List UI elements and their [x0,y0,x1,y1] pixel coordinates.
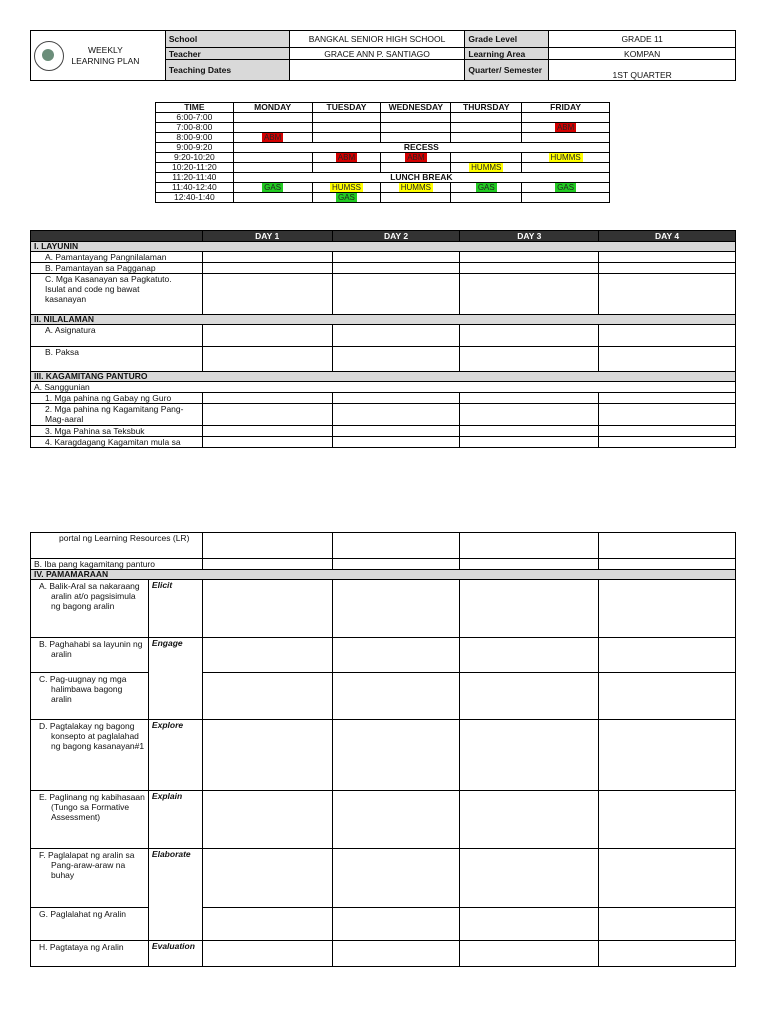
row-gabay-ng-guro: 1. Mga pahina ng Gabay ng Guro [31,393,203,404]
schedule-time: 9:00-9:20 [156,143,234,153]
schedule-cell [312,123,381,133]
row-lr-portal: portal ng Learning Resources (LR) [31,533,203,559]
step-pag-uugnay: C. Pag-uugnay ng mga halimbawa bagong aralin [31,673,149,720]
subject-tag: HUMSS [332,183,361,192]
schedule-cell [381,183,451,193]
subject-tag: ABM [407,153,425,162]
schedule-cell [381,153,451,163]
logo-title-cell [31,31,166,81]
phase-engage: Engage [148,638,202,720]
header-table [30,30,736,81]
row-sanggunian: A. Sanggunian [31,382,736,393]
row-kagamitang-pang-mag-aaral: 2. Mga pahina ng Kagamitang Pang-Mag-aaral [31,404,203,426]
schedule-break: RECESS [233,143,609,153]
schedule-cell [233,133,312,143]
schedule-col-friday: FRIDAY [522,103,610,113]
schedule-time: 11:20-11:40 [156,173,234,183]
schedule-cell [312,133,381,143]
day-1-header: DAY 1 [202,231,332,242]
day-3-header: DAY 3 [460,231,599,242]
row-kasanayan-sa-pagkatuto: C. Mga Kasanayan sa Pagkatuto. Isulat and code ng bawat kasanayan [31,274,203,315]
schedule-cell [451,123,522,133]
schedule-row [156,173,610,183]
section-pamamaraan: IV. PAMAMARAAN [31,570,736,580]
step-paglalapat: F. Paglalapat ng aralin sa Pang-araw-araw na buhay [31,849,149,908]
schedule-row [156,153,610,163]
phase-explain: Explain [148,791,202,849]
section-layunin: I. LAYUNIN [31,242,736,252]
schedule-cell [522,153,610,163]
schedule-cell [312,183,381,193]
step-pagtataya: H. Pagtataya ng Aralin [31,941,149,967]
schedule-cell [451,133,522,143]
teaching-dates-value [289,60,465,81]
step-pagtalakay: D. Pagtalakay ng bagong konsepto at paglalahad ng bagong kasanayan#1 [31,720,149,791]
phase-elaborate: Elaborate [148,849,202,941]
day-header-blank [31,231,203,242]
plan-title: WEEKLY LEARNING PLAN [71,44,140,66]
subject-tag: ABM [337,153,356,162]
deped-seal-icon [34,41,64,71]
grade-level-label: Grade Level [465,31,549,48]
step-balik-aral: A. Balik-Aral sa nakaraang aralin at/o pagsisimula ng bagong aralin [31,580,149,638]
schedule-row [156,143,610,153]
subject-tag: GAS [557,183,575,192]
schedule-cell [381,193,451,203]
schedule-time: 6:00-7:00 [156,113,234,123]
schedule-cell [381,163,451,173]
teacher-value: GRACE ANN P. SANTIAGO [289,48,465,60]
schedule-row [156,163,610,173]
schedule-time: 8:00-9:00 [156,133,234,143]
schedule-cell [451,183,522,193]
schedule-cell [451,193,522,203]
subject-tag: GAS [338,193,355,202]
schedule-row [156,193,610,203]
schedule-col-thursday: THURSDAY [451,103,522,113]
subject-tag: GAS [477,183,495,192]
schedule-cell [522,123,610,133]
schedule-cell [522,183,610,193]
step-paglinang: E. Paglinang ng kabihasaan (Tungo sa Formative Assessment) [31,791,149,849]
schedule-time: 7:00-8:00 [156,123,234,133]
row-asignatura: A. Asignatura [31,325,203,347]
schedule-cell [312,163,381,173]
schedule-cell [233,123,312,133]
day-4-header: DAY 4 [599,231,736,242]
schedule-cell [233,183,312,193]
schedule-row [156,123,610,133]
schedule-cell [451,163,522,173]
schedule-col-wednesday: WEDNESDAY [381,103,451,113]
schedule-col-tuesday: TUESDAY [312,103,381,113]
phase-explore: Explore [148,720,202,791]
learning-area-label: Learning Area [465,48,549,60]
subject-tag: GAS [264,183,282,192]
teaching-dates-label: Teaching Dates [165,60,289,81]
schedule-col-monday: MONDAY [233,103,312,113]
schedule-cell [312,113,381,123]
section-kagamitang-panturo: III. KAGAMITANG PANTURO [31,372,736,382]
schedule-cell [381,123,451,133]
schedule-row [156,133,610,143]
schedule-cell [233,163,312,173]
step-paghahabi: B. Paghahabi sa layunin ng aralin [31,638,149,673]
schedule-header-row [156,103,610,113]
subject-tag: HUMMS [471,163,502,172]
row-teksbuk: 3. Mga Pahina sa Teksbuk [31,426,203,437]
schedule-time: 10:20-11:20 [156,163,234,173]
schedule-cell [233,193,312,203]
schedule-cell [233,113,312,123]
plan-grid-top [30,230,736,448]
schedule-cell [451,153,522,163]
grade-level-value: GRADE 11 [549,31,736,48]
subject-tag: ABM [263,133,282,142]
day-header-row [31,231,736,242]
subject-tag: HUMMS [400,183,431,192]
schedule-cell [233,153,312,163]
row-paksa: B. Paksa [31,347,203,372]
schedule-cell [312,153,381,163]
subject-tag: ABM [556,123,575,132]
schedule-cell [451,113,522,123]
school-label: School [165,31,289,48]
schedule-cell [522,163,610,173]
plan-grid-bottom [30,532,736,967]
section-nilalaman: II. NILALAMAN [31,315,736,325]
class-schedule-table [155,102,610,203]
schedule-time: 12:40-1:40 [156,193,234,203]
row-pamantayan-sa-pagganap: B. Pamantayan sa Pagganap [31,263,203,274]
schedule-break: LUNCH BREAK [233,173,609,183]
row-karagdagang-kagamitan: 4. Karagdagang Kagamitan mula sa [31,437,203,448]
schedule-time: 9:20-10:20 [156,153,234,163]
teacher-label: Teacher [165,48,289,60]
schedule-cell [381,133,451,143]
phase-evaluation: Evaluation [148,941,202,967]
quarter-value: 1ST QUARTER [549,60,736,81]
schedule-row [156,113,610,123]
schedule-col-time: TIME [156,103,234,113]
day-2-header: DAY 2 [332,231,460,242]
schedule-cell [522,113,610,123]
schedule-cell [522,133,610,143]
step-paglalahat: G. Paglalahat ng Aralin [31,908,149,941]
school-value: BANGKAL SENIOR HIGH SCHOOL [289,31,465,48]
learning-area-value: KOMPAN [549,48,736,60]
schedule-cell [522,193,610,203]
schedule-cell [312,193,381,203]
quarter-label: Quarter/ Semester [465,60,549,81]
row-pamantayang-pangnilalaman: A. Pamantayang Pangnilalaman [31,252,203,263]
schedule-row [156,183,610,193]
row-iba-pang-kagamitan: B. Iba pang kagamitang panturo [31,559,203,570]
subject-tag: HUMMS [550,153,581,162]
schedule-cell [381,113,451,123]
phase-elicit: Elicit [148,580,202,638]
schedule-time: 11:40-12:40 [156,183,234,193]
